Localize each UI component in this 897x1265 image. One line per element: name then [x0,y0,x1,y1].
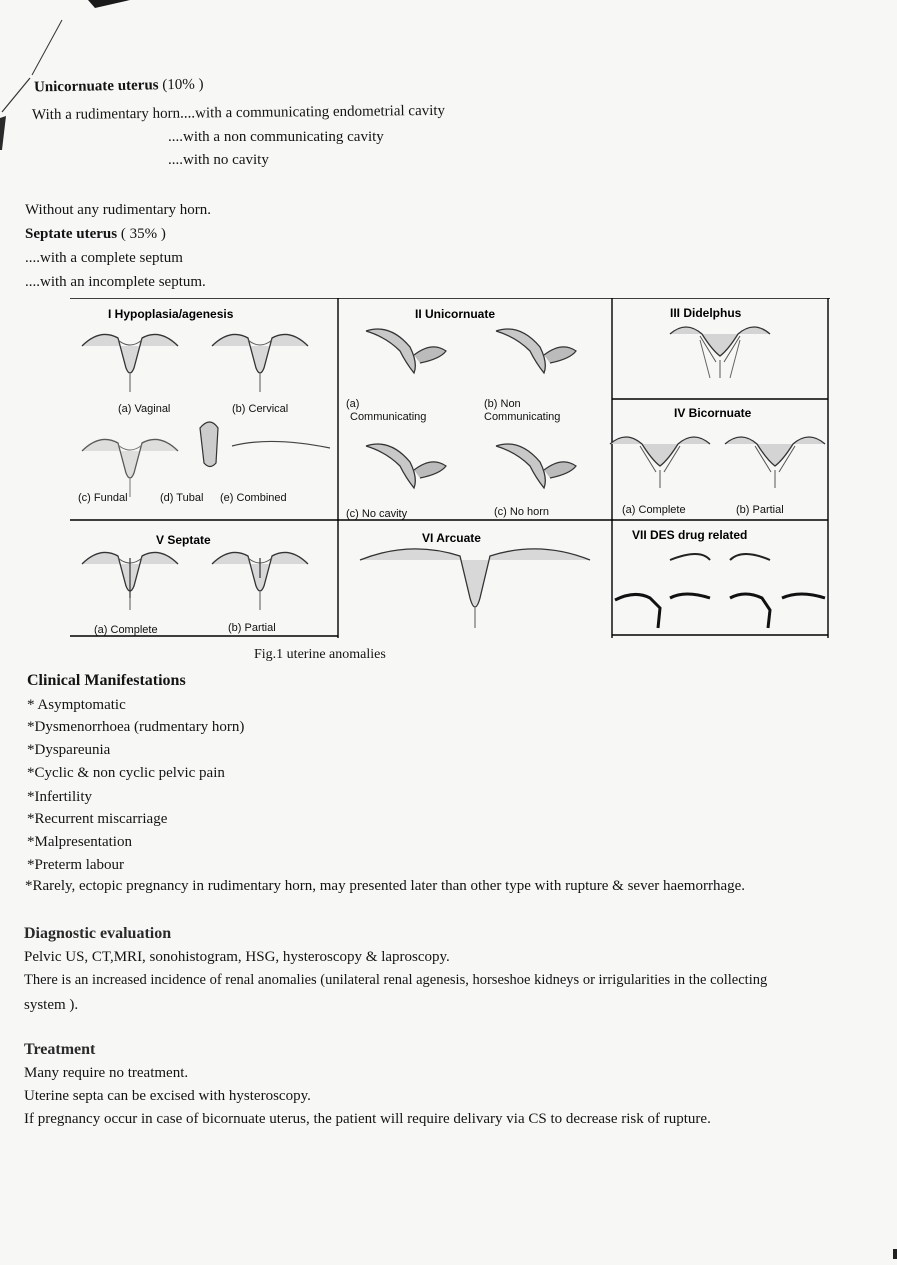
panel-5-label-a: (a) Complete [94,624,158,636]
panel-2-label-a2: Communicating [350,411,427,423]
panel-6-title: VI Arcuate [422,531,481,545]
unicornuate-line-3: ....with no cavity [168,152,269,168]
panel-4-label-a: (a) Complete [622,504,686,516]
unicornuate-line-2: ....with a non communicating cavity [168,129,384,145]
panel-5-label-b: (b) Partial [228,622,276,634]
figure-caption: Fig.1 uterine anomalies [254,647,386,662]
clinical-heading: Clinical Manifestations [27,672,186,689]
uterine-anomalies-figure [70,298,830,638]
clinical-item-3: *Dyspareunia [27,742,111,758]
panel-4-label-b: (b) Partial [736,504,784,516]
figure-drawing [70,298,830,638]
diagnostic-line-3: system ). [24,997,79,1013]
panel-2-label-b2: Communicating [484,411,561,423]
clinical-item-8: *Preterm labour [27,857,125,873]
unicornuate-percent: (10% ) [158,76,204,94]
panel-2-label-a1: (a) [346,398,360,410]
panel-7-title: VII DES drug related [632,528,748,542]
diagnostic-heading: Diagnostic evaluation [24,925,172,942]
diagnostic-line-1: Pelvic US, CT,MRI, sonohistogram, HSG, hysteroscopy & laproscopy. [24,949,450,965]
panel-1-label-d: (d) Tubal [160,492,204,504]
unicornuate-line-1: With a rudimentary horn....with a communicating endometrial cavity [31,102,446,124]
septate-line-1: ....with a complete septum [25,250,183,266]
treatment-heading: Treatment [24,1041,96,1058]
septate-heading [25,225,166,243]
treatment-line-3: If pregnancy occur in case of bicornuate uterus, the patient will require delivary via CS to decrease risk of rupture. [24,1111,711,1127]
treatment-line-1: Many require no treatment. [24,1065,189,1081]
clinical-item-4: *Cyclic & non cyclic pelvic pain [27,765,225,781]
clinical-item-6: *Recurrent miscarriage [27,811,168,827]
panel-2-label-b1: (b) Non [484,398,521,410]
panel-4-title: IV Bicornuate [674,406,752,420]
clinical-item-5: *Infertility [27,789,92,805]
panel-1-label-b: (b) Cervical [232,403,289,415]
panel-1-label-a: (a) Vaginal [118,403,171,415]
scan-edge-mark [893,1249,897,1259]
clinical-item-2: *Dysmenorrhoea (rudmentary horn) [27,719,245,735]
panel-2-label-c: (c) No cavity [346,508,408,520]
panel-3-title: III Didelphus [670,306,742,320]
treatment-line-2: Uterine septa can be excised with hysteroscopy. [24,1088,311,1104]
panel-2-title: II Unicornuate [415,307,496,321]
diagnostic-line-2: There is an increased incidence of renal anomalies (unilateral renal agenesis, horseshoe kidneys or irrigularities in the collecting [24,972,768,988]
unicornuate-heading [34,76,204,97]
panel-1-label-c: (c) Fundal [78,492,128,504]
septate-line-2: ....with an incomplete septum. [25,274,206,290]
unicornuate-title: Unicornuate uterus [33,77,159,96]
panel-1-label-e: (e) Combined [220,492,287,504]
septate-title: Septate uterus [25,226,118,242]
septate-percent: ( 35% ) [117,226,166,242]
clinical-item-1: * Asymptomatic [27,697,126,713]
clinical-item-9: *Rarely, ectopic pregnancy in rudimentary horn, may presented later than other type with rupture & sever haemorrhage. [25,878,746,894]
clinical-item-7: *Malpresentation [27,834,132,850]
panel-5-title: V Septate [156,533,211,547]
unicornuate-line-4: Without any rudimentary horn. [25,202,212,218]
panel-1-title: I Hypoplasia/agenesis [108,307,234,321]
panel-2-label-d: (c) No horn [494,506,550,518]
